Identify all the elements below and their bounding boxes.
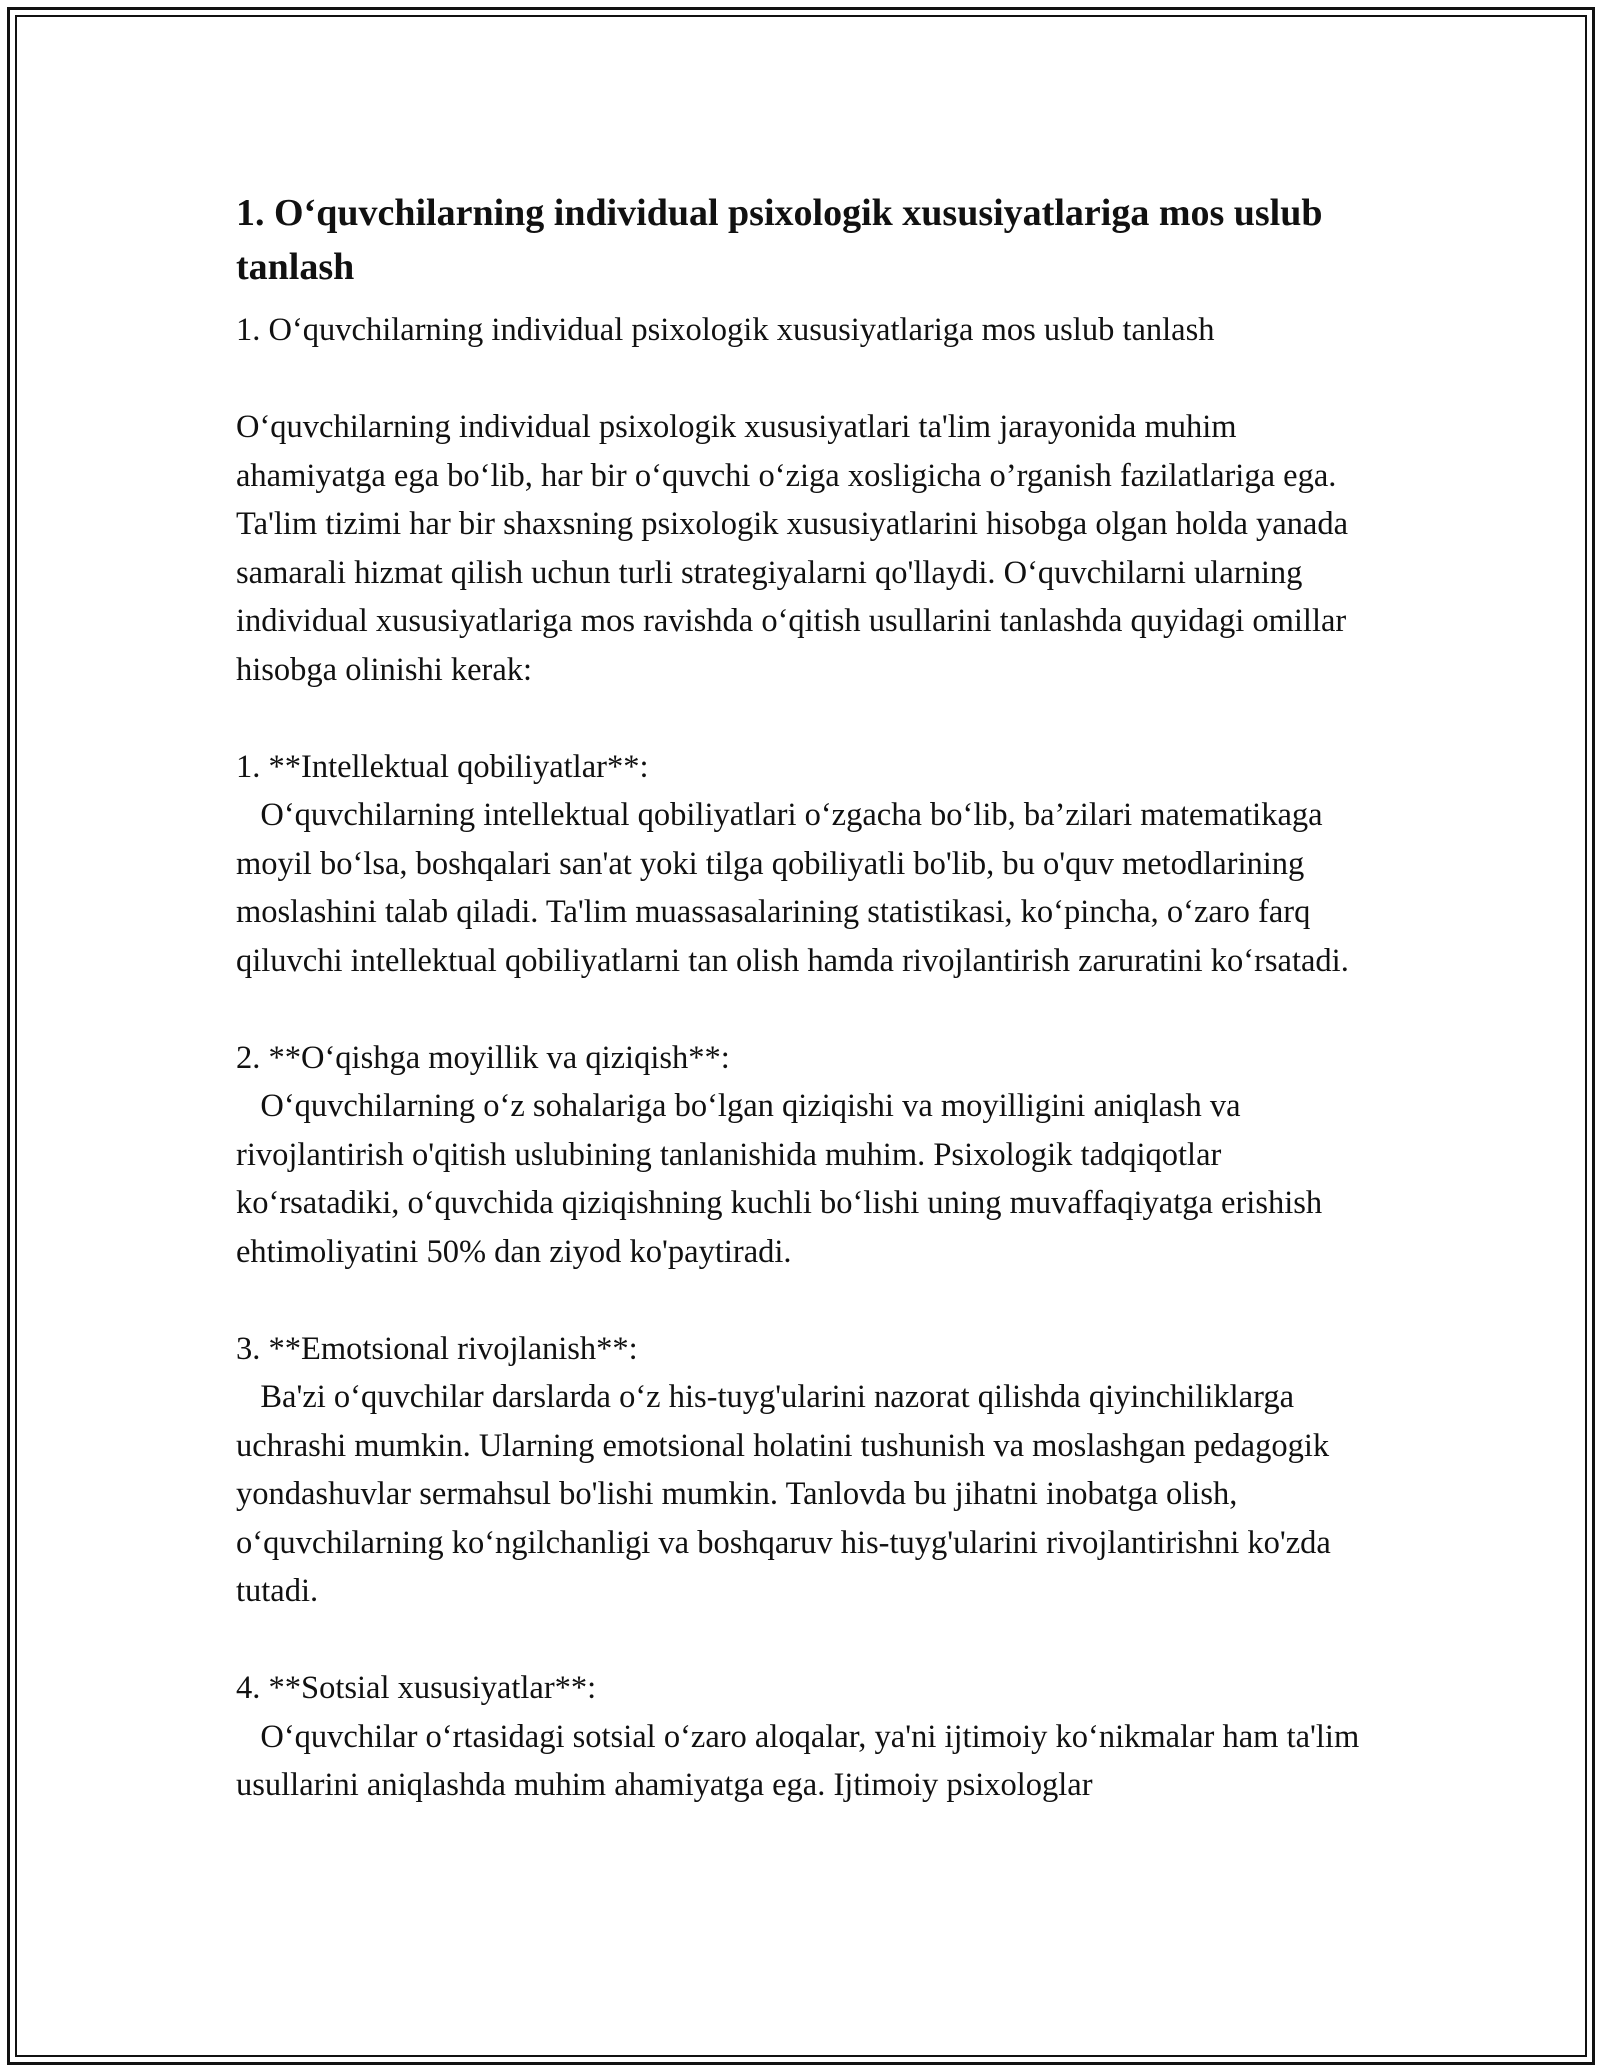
item-title-emotional: 3. **Emotsional rivojlanish**: bbox=[236, 1330, 638, 1367]
intro-paragraph: O‘quvchilarning individual psixologik xususiyatlari ta'lim jarayonida muhim ahamiyatga ega bo‘lib, har bir o‘quvchi o‘ziga xosligicha o’rganish fazilatlariga ega. Ta'lim tizimi har bir shaxsning psixologik xususiyatlarini hisobga olgan holda yanada samarali hizmat qilish uchun turli strategiyalarni qo'llaydi. O‘quvchilarni ularning individual xususiyatlariga mos ravishda o‘qitish usullarini tanlashda quyidagi omillar hisobga olinishi kerak: bbox=[236, 409, 1357, 688]
item-body-social: O‘quvchilar o‘rtasidagi sotsial o‘zaro aloqalar, ya'ni ijtimoiy ko‘nikmalar ham ta'lim usullarini aniqlashda muhim ahamiyatga ega. Ijtimoiy psixologlar bbox=[236, 1718, 1368, 1803]
item-body-intellectual: O‘quvchilarning intellektual qobiliyatlari o‘zgacha bo‘lib, ba’zilari matematikaga moyil bo‘lsa, boshqalari san'at yoki tilga qobiliyatli bo'lib, bu o'quv metodlarining moslashini talab qiladi. Ta'lim muassasalarining statistikasi, ko‘pincha, o‘zaro farq qiluvchi intellektual qobiliyatlarni tan olish hamda rivojlantirish zaruratini ko‘rsatadi. bbox=[236, 797, 1349, 979]
item-title-social: 4. **Sotsial xususiyatlar**: bbox=[236, 1670, 597, 1706]
document-heading: 1. O‘quvchilarning individual psixologik xususiyatlariga mos uslub tanlash bbox=[236, 192, 1323, 288]
paragraph-gap bbox=[236, 985, 1376, 1034]
paragraph-gap bbox=[236, 694, 1376, 743]
item-body-interest: O‘quvchilarning o‘z sohalariga bo‘lgan qiziqishi va moyilligini aniqlash va rivojlantirish o'qitish uslubining tanlanishida muhim. Psixologik tadqiqotlar ko‘rsatadiki, o‘quvchida qiziqishning kuchli bo‘lishi uning muvaffaqiyatga erishish ehtimoliyatini 50% dan ziyod ko'paytiradi. bbox=[236, 1088, 1331, 1270]
item-title-interest: 2. **O‘qishga moyillik va qiziqish**: bbox=[236, 1039, 730, 1076]
item-title-intellectual: 1. **Intellektual qobiliyatlar**: bbox=[236, 748, 649, 785]
document-subtitle: 1. O‘quvchilarning individual psixologik xususiyatlariga mos uslub tanlash bbox=[236, 312, 1215, 348]
document-page bbox=[236, 186, 1376, 1810]
paragraph-gap bbox=[236, 1276, 1376, 1325]
paragraph-gap bbox=[236, 355, 1376, 404]
paragraph-gap bbox=[236, 1616, 1376, 1665]
item-body-emotional: Ba'zi o‘quvchilar darslarda o‘z his-tuyg'ularini nazorat qilishda qiyinchiliklarga uchrashi mumkin. Ularning emotsional holatini tushunish va moslashgan pedagogik yondashuvlar sermahsul bo'lishi mumkin. Tanlovda bu jihatni inobatga olish, o‘quvchilarning ko‘ngilchanligi va boshqaruv his-tuyg'ularini rivojlantirishni ko'zda tutadi. bbox=[236, 1379, 1339, 1609]
